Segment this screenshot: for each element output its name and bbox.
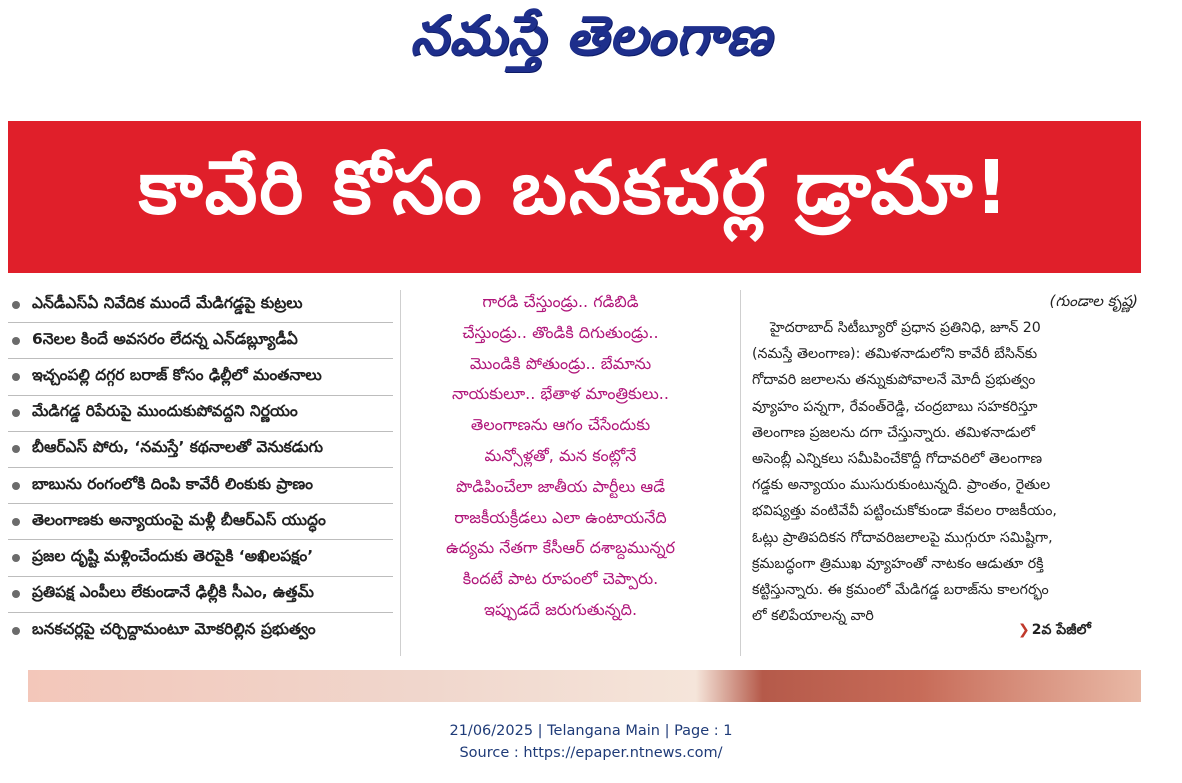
column-divider (740, 290, 741, 656)
column-divider (400, 290, 401, 656)
image-strip (28, 670, 1141, 702)
bullet-icon (12, 627, 20, 635)
source-link[interactable]: Source : https://epaper.ntnews.com/ (459, 745, 723, 761)
list-item: బాబును రంగంలోకి దింపి కావేరీ లింకుకు ప్రాణం (8, 468, 393, 504)
quote-line: మొండికి పోతుండ్రు.. బేమాను (469, 353, 652, 373)
bullet-icon (12, 554, 20, 562)
list-item: బనకచర్లపై చర్చిద్దామంటూ మోకరిల్లిన ప్రభుత్వం (8, 613, 393, 649)
quote-line: కిందటే పాట రూపంలో చెప్పారు. (462, 569, 659, 589)
bullet-icon (12, 337, 20, 345)
article-body (752, 288, 1144, 629)
continued-link[interactable] (1018, 622, 1091, 641)
highlights-list (8, 287, 393, 649)
bullet-icon (12, 482, 20, 490)
quote-line: చేస్తుండ్రు.. తొండికి దిగుతుండ్రు.. (462, 322, 659, 342)
bullet-icon (12, 518, 20, 526)
bullet-icon (12, 590, 20, 598)
article-line: అసెంబ్లీ ఎన్నికలు సమీపించేకొద్దీ గోదావరిలో తెలంగాణ (752, 450, 1043, 467)
list-item: బీఆర్‌ఎస్ పోరు, ‘నమస్తే’ కథనాలతో వెనుకడుగు (8, 432, 393, 468)
article-line: వ్యూహం పన్నగా, రేవంత్‌రెడ్డి, చంద్రబాబు సహకరిస్తూ (752, 398, 1038, 415)
article-line: గోదావరి జలాలను తన్నుకుపోవాలనే మోదీ ప్రభుత్వం (752, 372, 1036, 389)
bullet-icon (12, 409, 20, 417)
list-item: మేడిగడ్డ రిపేరుపై ముందుకుపోవద్దని నిర్ణయం (8, 396, 393, 432)
article-line: ఓట్లు ప్రాతిపదికన గోదావరిజలాలపై ముగ్గురూ సమిష్టిగా, (752, 529, 1053, 546)
bullet-icon (12, 301, 20, 309)
arrow-icon: ❯ (1018, 622, 1030, 638)
list-item: ఇచ్చంపల్లి దగ్గర బరాజ్ కోసం ఢిల్లీలో మంతనాలు (8, 359, 393, 395)
quote-line: రాజకీయక్రీడలు ఎలా ఉంటాయనేది (454, 507, 667, 527)
list-item: ప్రతిపక్ష ఎంపీలు లేకుండానే ఢిల్లీకి సీఎం, ఉత్తమ్ (8, 577, 393, 613)
song-quote-column (408, 287, 713, 626)
main-headline: కావేరి కోసం బనకచర్ల డ్రామా! (138, 145, 1011, 231)
bullet-icon (12, 373, 20, 381)
list-item: ప్రజల దృష్టి మళ్లించేందుకు తెరపైకి ‘అఖిలపక్షం’ (8, 540, 393, 576)
masthead (0, 2, 1182, 82)
quote-line: గారడి చేస్తుండ్రు.. గడిబిడి (482, 292, 639, 311)
quote-line: పొడిపించేలా జాతీయ పార్టీలు ఆడే (455, 476, 666, 496)
newspaper-logo: నమస్తే తెలంగాణ (410, 3, 772, 67)
quote-line: తెలంగాణను ఆగం చేసేందుకు (470, 415, 651, 435)
list-item: ఎన్‌డీఎస్‌ఏ నివేదిక ముందే మేడిగడ్డపై కుట్రలు (8, 287, 393, 323)
article-line: తెలంగాణ ప్రజలను దగా చేస్తున్నారు. తమిళనాడులో (752, 424, 1035, 441)
article-line: క్రమబద్ధంగా త్రిముఖ వ్యూహంతో నాటకం ఆడుతూ రక్తి (752, 555, 1044, 572)
quote-line: ఇప్పుడదే జరుగుతున్నది. (483, 599, 638, 619)
continued-label: 2వ పేజీలో (1031, 622, 1091, 638)
list-item: 6నెలల కిందే అవసరం లేదన్న ఎన్‌డబ్ల్యూడీఏ (8, 323, 393, 359)
quote-line: నాయకులూ.. భేతాళ మాంత్రికులు.. (452, 384, 669, 404)
byline: (గుండాల కృష్ణ) (1049, 292, 1138, 310)
headline-banner (8, 121, 1141, 273)
page-footer (0, 720, 1182, 764)
quote-line: ఉద్యమ నేతగా కేసీఆర్ దశాబ్దమున్నర (445, 538, 676, 558)
article-line: కట్టిస్తున్నారు. ఈ క్రమంలో మేడిగడ్డ బరాజ్‌ను కాలగర్భం (752, 581, 1049, 598)
edition-info: 21/06/2025 | Telangana Main | Page : 1 (449, 723, 733, 739)
bullet-icon (12, 445, 20, 453)
article-line: భవిష్యత్తు వంటివేవీ పట్టించుకోకుండా కేవలం రాజకీయం, (752, 503, 1057, 520)
article-line: (నమస్తే తెలంగాణ): తమిళనాడులోని కావేరీ బేసిన్‌కు (752, 346, 1038, 363)
quote-line: మన్సోళ్లతో, మన కంట్లోనే (484, 445, 637, 465)
article-line: లో కలిపేయాలన్న వారి (752, 608, 874, 625)
article-line: గడ్డకు అన్యాయం ముసురుకుంటున్నది. ప్రాంతం, రైతుల (752, 477, 1051, 494)
article-line: హైదరాబాద్ సిటీబ్యూరో ప్రధాన ప్రతినిధి, జూన్ 20 (770, 320, 1041, 336)
list-item: తెలంగాణకు అన్యాయంపై మళ్లీ బీఆర్‌ఎస్ యుద్ధం (8, 504, 393, 540)
